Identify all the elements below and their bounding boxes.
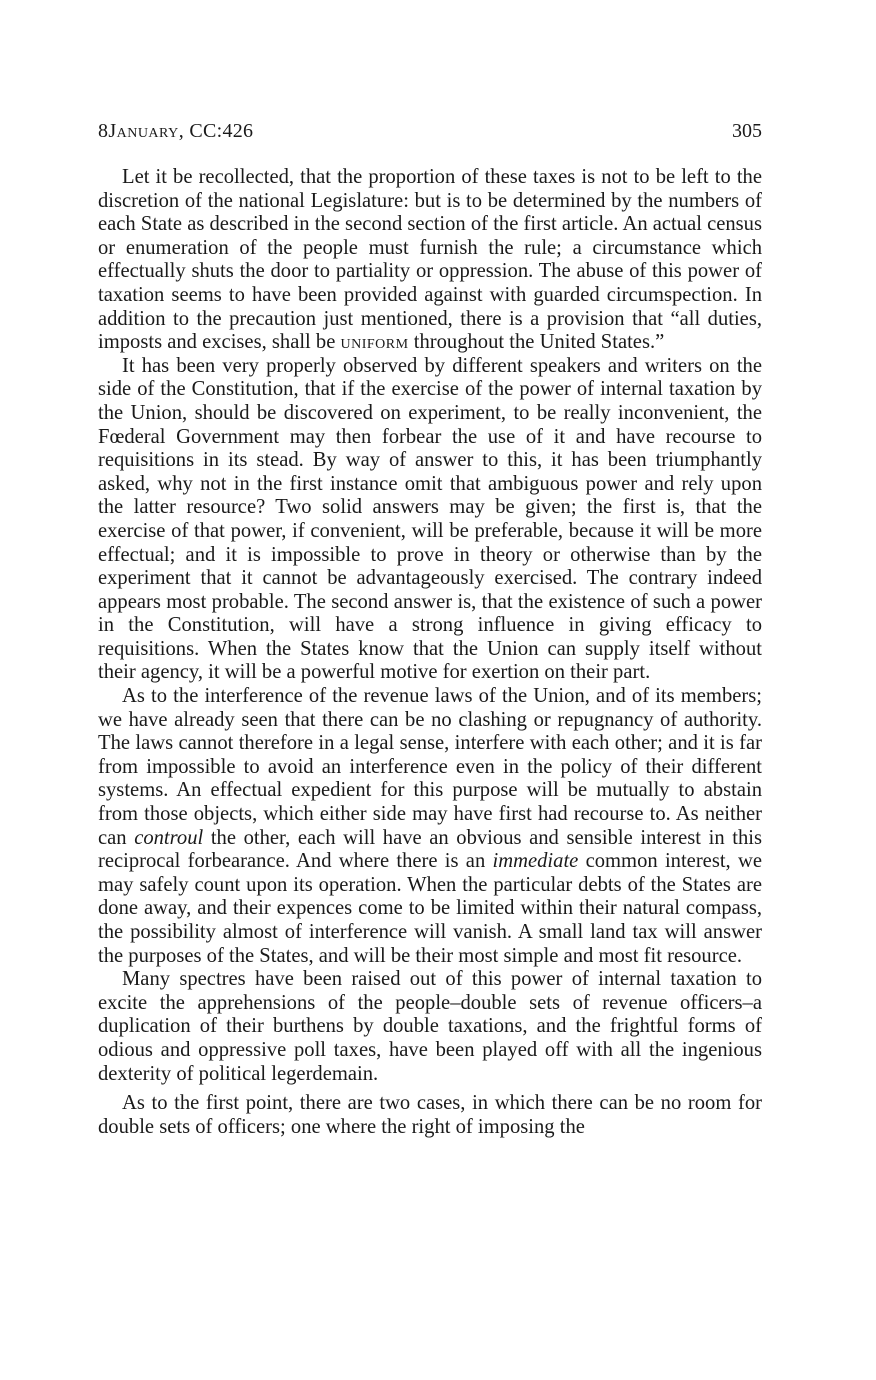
running-head-date-ref — [98, 118, 253, 144]
running-head-month: January — [108, 120, 179, 142]
emphasis-immediate: immediate — [492, 850, 579, 873]
paragraph-1-text-a: Let it be recollected, that the proportion of these taxes is not to be left to the discretion of the national Legislature: but is to be determined by the numbers of each State as described in the second section of the first article. An actual census or enumeration of the people must furnish the rule; a circumstance which effectually shuts the door to partiality or oppression. The abuse of this power of taxation seems to have been provided against with guarded circumspection. In addition to the precaution just mentioned, there is a provision that “all duties, imposts and excises, shall be — [98, 166, 762, 354]
running-head — [98, 118, 762, 144]
body-text — [98, 166, 762, 1139]
paragraph-3 — [98, 685, 762, 968]
paragraph-4: Many spectres have been raised out of this power of internal taxation to excite the apprehensions of the people–double sets of revenue officers–a duplication of their burthens by double taxations, and the frightful forms of odious and oppressive poll taxes, have been played off with all the ingenious dexterity of political legerdemain. — [98, 968, 762, 1085]
paragraph-2: It has been very properly observed by different speakers and writers on the side of the Constitution, that if the exercise of the power of internal taxation by the Union, should be discovered on experiment, to be really inconvenient, the Fœderal Government may then forbear the use of it and have recourse to requisitions in its stead. By way of answer to this, it has been triumphantly asked, why not in the first instance omit that ambiguous power and rely upon the latter resource? Two solid answers may be given; the first is, that the exercise of that power, if convenient, will be preferable, because it will be more effectual; and it is impossible to prove in theory or otherwise than by the experiment that it cannot be advantageously exercised. The contrary indeed appears most probable. The second answer is, that the existence of such a power in the Constitution, will have a strong influence in giving efficacy to requisitions. When the States know that the Union can supply itself without their agency, it will be a powerful motive for exertion on their part. — [98, 354, 762, 684]
paragraph-3-text-b: the other, each will have an obvious and sensible interest in this reciprocal forbearance. And where there is an — [98, 826, 762, 873]
uniform-small-caps: uniform — [340, 331, 409, 354]
page-number: 305 — [732, 120, 762, 142]
paragraph-5: As to the first point, there are two cases, in which there can be no room for double sets of officers; one where the right of imposing the — [98, 1092, 762, 1138]
running-head-day: 8 — [98, 120, 109, 142]
emphasis-controul: controul — [134, 826, 204, 849]
paragraph-3-text-a: As to the interference of the revenue laws of the Union, and of its members; we have already seen that there can be no clashing or repugnancy of authority. The laws cannot therefore in a legal sense, interfere with each other; and it is far from impossible to avoid an interference even in the policy of their different systems. An effectual expedient for this purpose will be mutually to abstain from those objects, which either side may have first had recourse to. As neither can — [98, 685, 762, 849]
paragraph-1 — [98, 166, 762, 355]
running-head-ref: , CC:426 — [178, 120, 254, 142]
paragraph-1-text-b: throughout the United States.” — [408, 331, 665, 354]
paragraph-3-text-c: common interest, we may safely count upon its operation. When the particular debts of the States are done away, and their expences come to be limited within their natural compass, the possibility almost of interference will vanish. A small land tax will answer the purposes of the States, and will be their most simple and most fit resource. — [98, 850, 762, 967]
